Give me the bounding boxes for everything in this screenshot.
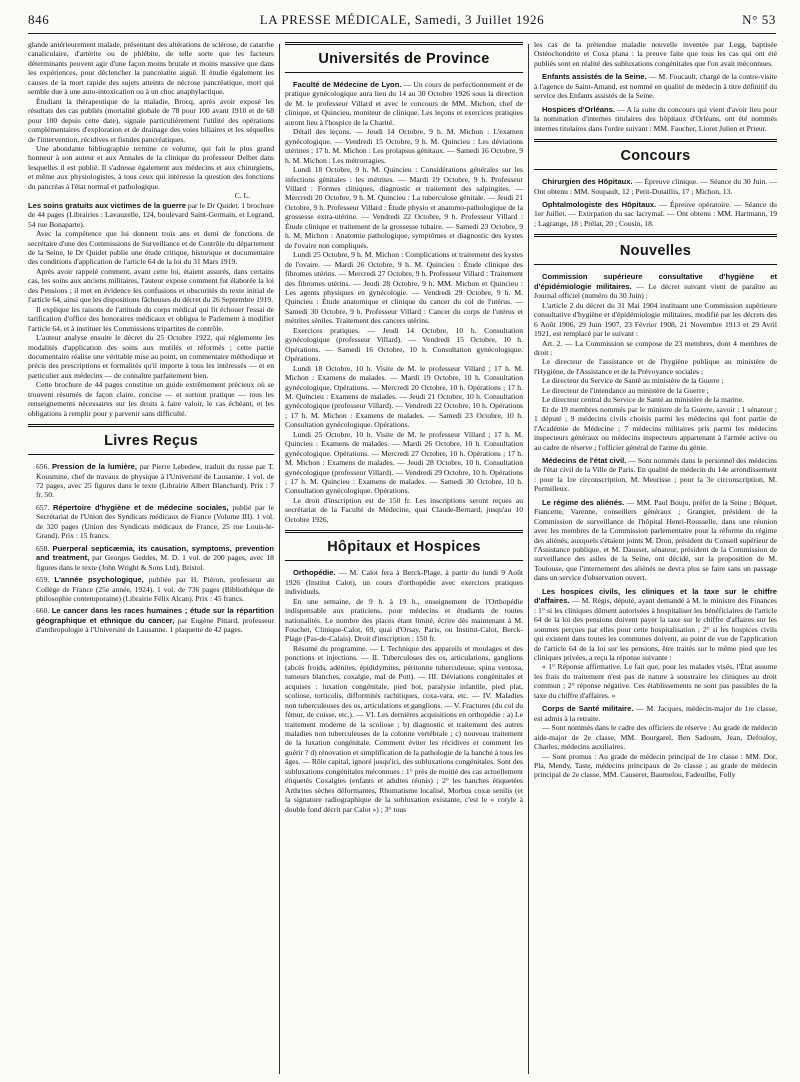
article-title: Hospices d'Orléans. — [542, 104, 615, 114]
section-heading-nouvelles: Nouvelles — [534, 234, 777, 265]
book-title: L'année psychologique, — [54, 575, 144, 585]
book-entry — [28, 575, 274, 603]
article-regime-alienes — [534, 498, 777, 583]
paragraph: Après avoir rappelé comment, avant cette loi, étaient assurés, dans certains cas, les soins aux anciens militaires, l'auteur expose comment fut élaborée la loi des Pensions ; il met en évidence les confusions et obscurités du texte initial de l'article 64, ainsi que les dispositions fâcheuses du décret du 26 Septembre 1919. — [28, 266, 274, 305]
paragraph: Lundi 25 Octobre, 9 h. M. Michon : Complications et traitement des kystes de l'ovaire. — Mardi 26 Octobre, 9 h. M. Quincieu : Étude clinique des fibromes utérins. — Mercredi 27 Octobre, 9 h. Professeur Villard : Traitement des fibromes utérins. — Jeudi 28 Octobre, 9 h. MM. Michon et Quincieu : Les agents physiques en gynécologie. — Vendredi 29 Octobre, 9 h. M. Quincieu : Étude anatomique et clinique du cancer du col de l'utérus. — Samedi 30 Octobre, 9 h. Professeur Villard : Cancer du corps de l'utérus et métrites séniles. Traitement des cancers utérins. — [285, 250, 523, 326]
journal-title: LA PRESSE MÉDICALE, Samedi, 3 Juillet 1926 — [259, 12, 545, 27]
paragraph: Le directeur de l'intendance au ministère de la Guerre ; — [542, 385, 709, 395]
page-number: 846 — [28, 12, 50, 27]
paragraph: Art. 2. — La Commission se compose de 23 membres, dont 4 membres de droit : — [534, 338, 777, 357]
article-lyon — [285, 80, 523, 127]
book-number: 657. — [36, 502, 50, 512]
column-divider-right — [528, 44, 529, 1074]
paragraph: Le directeur du Service de Santé au ministère de la Guerre ; — [542, 376, 724, 386]
book-number: 659. — [36, 575, 50, 585]
article-title: Le régime des aliénés. — [542, 497, 625, 507]
paragraph: Exercices pratiques. — Jeudi 14 Octobre, 10 h. Consultation gynécologique (professeur Villard). — Vendredi 15 Octobre, 10 h. Opérations. — Samedi 16 Octobre, 10 h. Consultation gynécologique. Opérations. — [285, 325, 523, 364]
article-title: Orthopédie. — [293, 568, 336, 578]
article-title: Médecins de l'état civil. — [542, 455, 627, 465]
article-lead: — M. Jacques, médecin-major de 1re classe, est admis à la retraite. — [534, 704, 777, 723]
paragraph: Cette brochure de 44 pages constitue un guide extrêmement précieux où se trouvent résumés de façon claire, concise — et surtout pratique — tous les renseignements nécessaires sur les droits à faire valoir, le cas échéant, et les obligations à remplir pour y parvenir sans difficulté. — [28, 380, 274, 418]
article-lead: — MM. Paul Bouju, préfet de la Seine ; Béquet, Fiancette, Varenne, conseillers généraux ; Grangier, président de la Commission de surveillance de l'hôpital Henri-Rousselle, dans une réunion avec les membres de la Commission parlementaire pour la réforme du régime des aliénés, auxquels s'étaient joints M. Dron, président du Conseil supérieur de l'Assistance publique, et M. Dausset, sénateur, président de la Commission de surveillance des asiles de la Seine, ont décidé, sur la proposition de M. Toulouse, que l'internement des aliénés ne devra plus se faire sans un passage dans un service d'observation ouvert. — [534, 497, 777, 583]
article-orthopedie — [285, 568, 523, 596]
paragraph: les cas de la prétendue maladie nouvelle inventée par Legg, baptisée Ostéochondrite et Coxa plana : la preuve faite que tous les cas qui ont été publiés sont en réalité des subluxations congénitales que l'on avait méconnues. — [534, 40, 777, 68]
issue-number: N° 53 — [742, 12, 776, 27]
article-commission — [534, 272, 777, 300]
paragraph: Il explique les raisons de l'attitude du corps médical qui fit échouer l'essai de tarification d'office des honoraires médicaux et obligea le Parlement à modifier l'article 64, et à instituer les Commissions tripartites de contrôle. — [28, 304, 274, 333]
paragraph: L'article 2 du décret du 31 Mai 1904 instituant une Commission supérieure consultative d'hygiène et d'épidémiologie militaires, modifié par les décrets des 6 Août 1906, 29 Juin 1907, 23 Février 1908, 21 Novembre 1913 et 29 Avril 1921, est remplacé par le suivant : — [534, 300, 777, 339]
paragraph: glande antérieurement malade, présentant des altérations de sclérose, de catarrhe canaliculaire, d'artérite ou de phlébite, de telle sorte que les facteurs déterminants peuvent agir d'une façon moins brutale et moins massive que dans les expériences, pour déclencher la pancréatite aiguë. Il étudie également les causes de la mort rapide des sujets atteints de nécrose pancréatique, mort qui semble due à une auto-intoxication ou à un choc anaphylactique. — [28, 40, 274, 97]
book-entry — [28, 503, 274, 541]
article-lead: — Sont nommés dans le personnel des médecins de l'état civil de la Ville de Paris. En qualité de médecin du 14e arrondissement : pour la 1re circonscription, M. Meurisse ; pour la 3e circonscription, M. Permilleux. — [534, 455, 777, 494]
paragraph: Détail des leçons. — Jeudi 14 Octobre, 9 h. M. Michon : L'examen gynécologique. — Vendredi 15 Octobre, 9 h. M. Quincieu : Les déviations utérines ; 17 h. M. Michon : Les prolapsus génitaux. — Samedi 16 Octobre, 9 h. M. Michon : Les métrorragies. — [285, 127, 523, 165]
paragraph: Avec la compétence que lui donnent trois ans et demi de fonctions de secrétaire d'une des Commissions de Surveillance et de Contrôle du département de la Seine, le Dr Quidet publie une étude critique, historique et documentaire des conditions d'application de l'article 64 de la loi du 31 Mars 1919. — [28, 229, 274, 267]
review-signature: C. L. — [234, 191, 250, 201]
section-heading-hopitaux: Hôpitaux et Hospices — [285, 530, 523, 561]
paragraph: L'auteur analyse ensuite le décret du 25 Octobre 1922, qui réglemente les modalités d'application des soins aux mutilés et réformés ; cette partie documentaire réalise une véritable mise au point, un commentaire méthodique et précis des prescriptions et formalités qu'il importe à tous les intéressés — et en particulier aux médecins — de connaître parfaitement bien. — [28, 333, 274, 380]
article-lead: — Épreuve opératoire. — Séance du 1er Juillet. — Extirpation du sac lacrymal. — Ont obtenu : MM. Hartmann, 19 ; Lagrange, 18 ; Prélat, 20 ; Cousin, 18. — [534, 199, 777, 228]
article-title: Les hospices civils, les cliniques et la taxe sur le chiffre d'affaires. — [534, 586, 777, 606]
paragraph: « 1° Réponse affirmative. Le fait que, pour les malades visés, l'État assume les frais du traitement n'est pas de nature à soustraire les cliniques au droit commun ; 2° réponse négative. Ces établissements ne sont pas passibles de la taxe du chiffre d'affaires. » — [534, 662, 777, 700]
paragraph: — Sont promus : Au grade de médecin principal de 1re classe : MM. Dor, Pla, Mendy, Taste, médecins principaux de 2e classe ; au grade de médecin principal de 2e classe, MM. Causeret, Baumelou, Fadeuilhe, Folly — [534, 751, 777, 780]
article-lead: — Épreuve clinique. — Séance du 30 Juin. — Ont obtenu : MM. Soupault, 12 ; Petit-Dutaillis, 17 ; Michon, 13. — [534, 177, 777, 196]
article-title: Faculté de Médecine de Lyon. — [293, 80, 402, 89]
section-heading-concours: Concours — [534, 139, 777, 170]
article-ophtalmologiste — [534, 200, 777, 228]
book-title: Le cancer dans les races humaines ; étude sur la répartition géographique et ethnique du cancer, — [36, 606, 274, 625]
article-lead: — Un cours de perfectionnement et de pratique gynécologique aura lieu du 14 au 30 Octobre 1926 sous la direction de M. le professeur Villard et avec le concours de MM. Michon, chef de clinique, et Quincieu, moniteur de clinique. Les leçons et exercices pratiques auront lieu à l'hospice de la Charité. — [285, 80, 523, 127]
article-lead: — M. Calot fera à Berck-Plage, à partir du lundi 9 Août 1926 (Institut Calot), un cours d'orthopédie avec exercices pratiques individuels. — [285, 568, 523, 597]
book-details: par Pierre Lebedew, traduit du russe par T. Kousmine, chef de travaux de physique à l'Université de Lausanne. 1 vol. de 72 pages, avec 25 figures dans le texte (Librairie Albert Blanchard). Prix : 7 fr. 50. — [36, 462, 274, 500]
article-chirurgien — [534, 177, 777, 196]
article-lead: — Le décret suivant vient de paraître au Journal officiel (numéro du 30 Juin) : — [534, 281, 777, 301]
book-details: par Eugène Pittard, professeur d'anthropologie à l'Université de Lausanne. 1 plaquette de 42 pages. — [36, 615, 274, 635]
paragraph: Résumé du programme. — I. Technique des appareils et moulages et des ponctions et injections. — II. Tuberculoses des os, articulations, ganglions (abcès froids, adénites, épididymites, péritonite tuberculeuse, spina ventosa, tumeurs blanches, coxalgie, mal de Pott). — III. Déviations congénitales et acquises : luxation congénitale, pied bot, paralysie infantile, pied plat, scoliose, torticolis, difformités rachitiques, coxa-vara, etc. — IV. Maladies non tuberculeuses des os, articulations et ganglions. — V. Fractures (du col du fémur, de cuisse, etc.). — VI. Les dernières acquisitions en orthopédie : a) Le traitement moderne de la scoliose ; b) diagnostic et traitement des autres maladies non tuberculeuses de la colonne vertébrale ; c) nouveau traitement de la luxation congénitale. Comment éviter les récidives et comment les guérir ? d) rénovation et simplification de la pathologie de la hanche à tous les âges. — Rôle capital, ignoré jusqu'ici, des subluxations congénitales. Sont des subluxations congénitales méconnues : 1° près de moitié des cas actuellement étiquetés Coxalgies (enfants et adultes réunis) ; 2° les hanches étiquetées Arthrites sèches déformantes, Rhumatisme localisé, Morbus coxæ senilis (et la signature radiographique de la subluxation existante, c'est le « cotyle à double fond décrit par Calot ») ; 3° tous — [285, 643, 523, 814]
article-lead: — M. Régis, député, ayant demandé à M. le ministre des Finances : 1° si les cliniques dûment autorisées à hospitaliser les bénéficiaires de l'article 64 de la loi des pensions doivent payer la taxe sur le chiffre d'affaires sur les sommes perçues par elles pour cette hospitalisation ; 2° si les hospices civils qui existent dans toutes les communes doivent, au point de vue de l'application de l'article 64 de la loi sur les pensions, être traités sur le même pied que les cliniques privées, a reçu la réponse suivante : — [534, 596, 777, 663]
section-heading-universites: Universités de Province — [285, 42, 523, 73]
article-hospices-civils — [534, 587, 777, 663]
book-details: publié par le Secrétariat de l'Union des Syndicats médicaux de France (Volume III). 1 vol. de 320 pages (Union des Syndicats médicaux de France, 25 rue Louis-le-Grand). Prix : 15 francs. — [36, 502, 274, 541]
paragraph: Et de 19 membres nommés par le ministre de la Guerre, savoir : 1 sénateur ; 1 député ; 9 médecins civils choisis parmi les médecins qui font partie de l'Académie de Médecine ; 7 médecins militaires pris parmi les médecins inspecteurs généraux ou médecins inspecteurs appartenant à l'armée active ou au cadre de réserve ; l'officier général de l'arme du génie. — [534, 404, 777, 452]
book-title: Pression de la lumière, — [51, 462, 138, 472]
article-enfants-assistes — [534, 72, 777, 100]
paragraph: Lundi 18 Octobre, 10 h. Visite de M. le professeur Villard ; 17 h. M. Michon : Examens de malades. — Mardi 19 Octobre, 10 h. Consultation gynécologique. Opérations. — Mercredi 20 Octobre, 10 h. Opérations ; 17 h. M. Quincieu : Examens de malades. — Jeudi 21 Octobre, 10 h. Consultation gynécologique (professeur Villard). — Vendredi 22 Octobre, 10 h. Opérations ; 17 h. M. Michon : Examens de malades. — Samedi 23 Octobre, 10 h. Consultation gynécologique. Opérations. — [285, 363, 523, 430]
book-entry — [28, 606, 274, 634]
book-title: Répertoire d'hygiène et de médecine sociales, — [53, 502, 229, 512]
article-title: Enfants assistés de la Seine. — [542, 72, 647, 82]
article-lead: — A la suite du concours qui vient d'avoir lieu pour la nomination d'internes titulaires des hôpitaux d'Orléans, ont été nommés internes titulaires dans l'ordre suivant : MM. Faucher, Lioret Julien et Prieur. — [534, 104, 777, 133]
book-number: 660. — [36, 606, 50, 616]
book-list — [28, 462, 274, 635]
column-1 — [28, 40, 274, 1076]
column-3 — [534, 40, 777, 1076]
paragraph: Une abondante bibliographie termine ce volume, qui fait le plus grand honneur à son auteur et aux Annales de la clinique du professeur Delbet dans lesquelles il est publié. Il s'adresse également aux médecins et aux chirurgiens, et même aux physiologistes, à tous ceux qui intéresse la question des fonctions du pancréas à l'état normal et pathologique. — [28, 143, 274, 191]
article-corps-sante — [534, 704, 777, 723]
paragraph: En une semaine, de 9 h. à 19 h., enseignement de l'Orthopédie indispensable aux praticiens, pour médecins et étudiants de toutes nationalités. Le nombre des places étant limité, écrire dès maintenant à M. Fouchet, Clinique-Calot, 69, quai d'Orsay, Paris, ou Institut-Calot, Berck-Plage (Pas-de-Calais). Droit d'inscription : 150 fr. — [285, 596, 523, 644]
article-title: Ophtalmologiste des Hôpitaux. — [542, 199, 657, 209]
paragraph: — Sont nommés dans le cadre des officiers de réserve : Au grade de médecin aide-major de 2e classe, MM. Bourgarel, Ben Sadoum, Jean, Defouloy, Charles, médecins auxiliaires. — [534, 723, 777, 752]
article-hospices-orleans — [534, 105, 777, 133]
article-title: Commission supérieure consultative d'hygiène et d'épidémiologie militaires. — [534, 272, 777, 291]
book-number: 658. — [36, 543, 50, 553]
book-details: publiée par H. Piéron, professeur au Collège de France (25e année, 1924). 1 vol. de 736 pages (Bibliothèque de philosophie contemporaine) (Librairie Félix Alcan). Prix : 45 francs. — [36, 575, 274, 604]
article-title: Les soins gratuits aux victimes de la guerre — [28, 200, 186, 210]
article-lead: par le Dr Quidet. 1 brochure de 44 pages (Librairies : Lavauzelle, 124, boulevard Saint-Germain, et Legrand, 54 rue Bonaparte). — [28, 200, 274, 229]
paragraph: Le droit d'inscription est de 150 fr. Les inscriptions seront reçues au secrétariat de la Faculté de Médecine, quai Claude-Bernard, jusqu'au 10 Octobre 1926. — [285, 495, 523, 524]
article-title: Corps de Santé militaire. — [542, 704, 634, 714]
page-header — [28, 12, 776, 32]
book-number: 656. — [36, 462, 50, 472]
article-lead: — M. Foucault, chargé de la contre-visite à l'agence de Saint-Amand, est nommé en qualité de médecin à titre définitif du service des Enfants assistés de la Seine. — [534, 72, 777, 101]
column-2 — [285, 40, 523, 1076]
book-entry — [28, 462, 274, 500]
article-title: Chirurgien des Hôpitaux. — [542, 177, 633, 187]
paragraph: Étudiant la thérapeutique de la maladie, Brocq, après avoir exposé les résultats des cas publiés (mortalité globale de 78 pour 100 avant 1910 et de 68 pour 100 depuis cette date), signale particulièrement l'utilité des opérations complémentaires d'exploration et de drainage des voies biliaires et les séquelles de l'intervention, récidives et fistules pancréatiques. — [28, 96, 274, 144]
paragraph: Le directeur de l'assistance et de l'hygiène publique au ministère de l'Hygiène, de l'Assistance et de la Prévoyance sociales ; — [534, 357, 777, 376]
paragraph: Le directeur central du Service de Santé au ministère de la marine. — [542, 395, 744, 405]
book-details: par Georges Geddes, M. D. 1 vol. de 200 pages, avec 18 figures dans le texte (John Wright & Sons Ltd), Bristol. — [36, 553, 274, 572]
book-title: Puerperal septicæmia, its causation, symptoms, prevention and treatment, — [36, 543, 274, 563]
article-soins-gratuits — [28, 201, 274, 229]
paragraph: Lundi 18 Octobre, 9 h. M. Quincieu : Considérations générales sur les infections génitales : les métrites. — Mardi 19 Octobre, 9 h. Professeur Villard : Formes cliniques, diagnostic et traitement des salpingites. — Mercredi 20 Octobre, 9 h. M. Quincieu : La tuberculose génitale. — Jeudi 21 Octobre, 9 h. Professeur Villard : Étude physio et anatomo-pathologique de la grossesse extra-utérine. — Vendredi 22 Octobre, 9 h. Professeur Villard : Étude clinique et traitement de la grossesse tubaire. — Samedi 23 Octobre, 9 h. M. Michon : Anatomie pathologique, symptômes et diagnostic des kystes de l'ovaire non compliqués. — [285, 165, 523, 250]
article-medecins-etat-civil — [534, 456, 777, 494]
paragraph: Lundi 25 Octobre, 10 h. Visite de M. le professeur Villard ; 17 h. M. Quincieu : Examens de malades. — Mardi 26 Octobre, 10 h. Consultation gynécologique. Opérations. — Mercredi 27 Octobre, 10 h. Opérations ; 17 h. M. Michon : Examens de malades. — Jeudi 28 Octobre, 10 h. Consultation gynécologique (professeur Villard). — Vendredi 29 Octobre, 10 h. Opérations ; 17 h. M. Quincieu : Examens de malades. — Samedi 30 Octobre, 10 h. Consultation gynécologique. Opérations. — [285, 429, 523, 496]
column-divider-left — [279, 44, 280, 1074]
header-rule — [28, 33, 776, 34]
section-heading-livres-recus: Livres Reçus — [28, 424, 274, 455]
book-entry — [28, 544, 274, 572]
